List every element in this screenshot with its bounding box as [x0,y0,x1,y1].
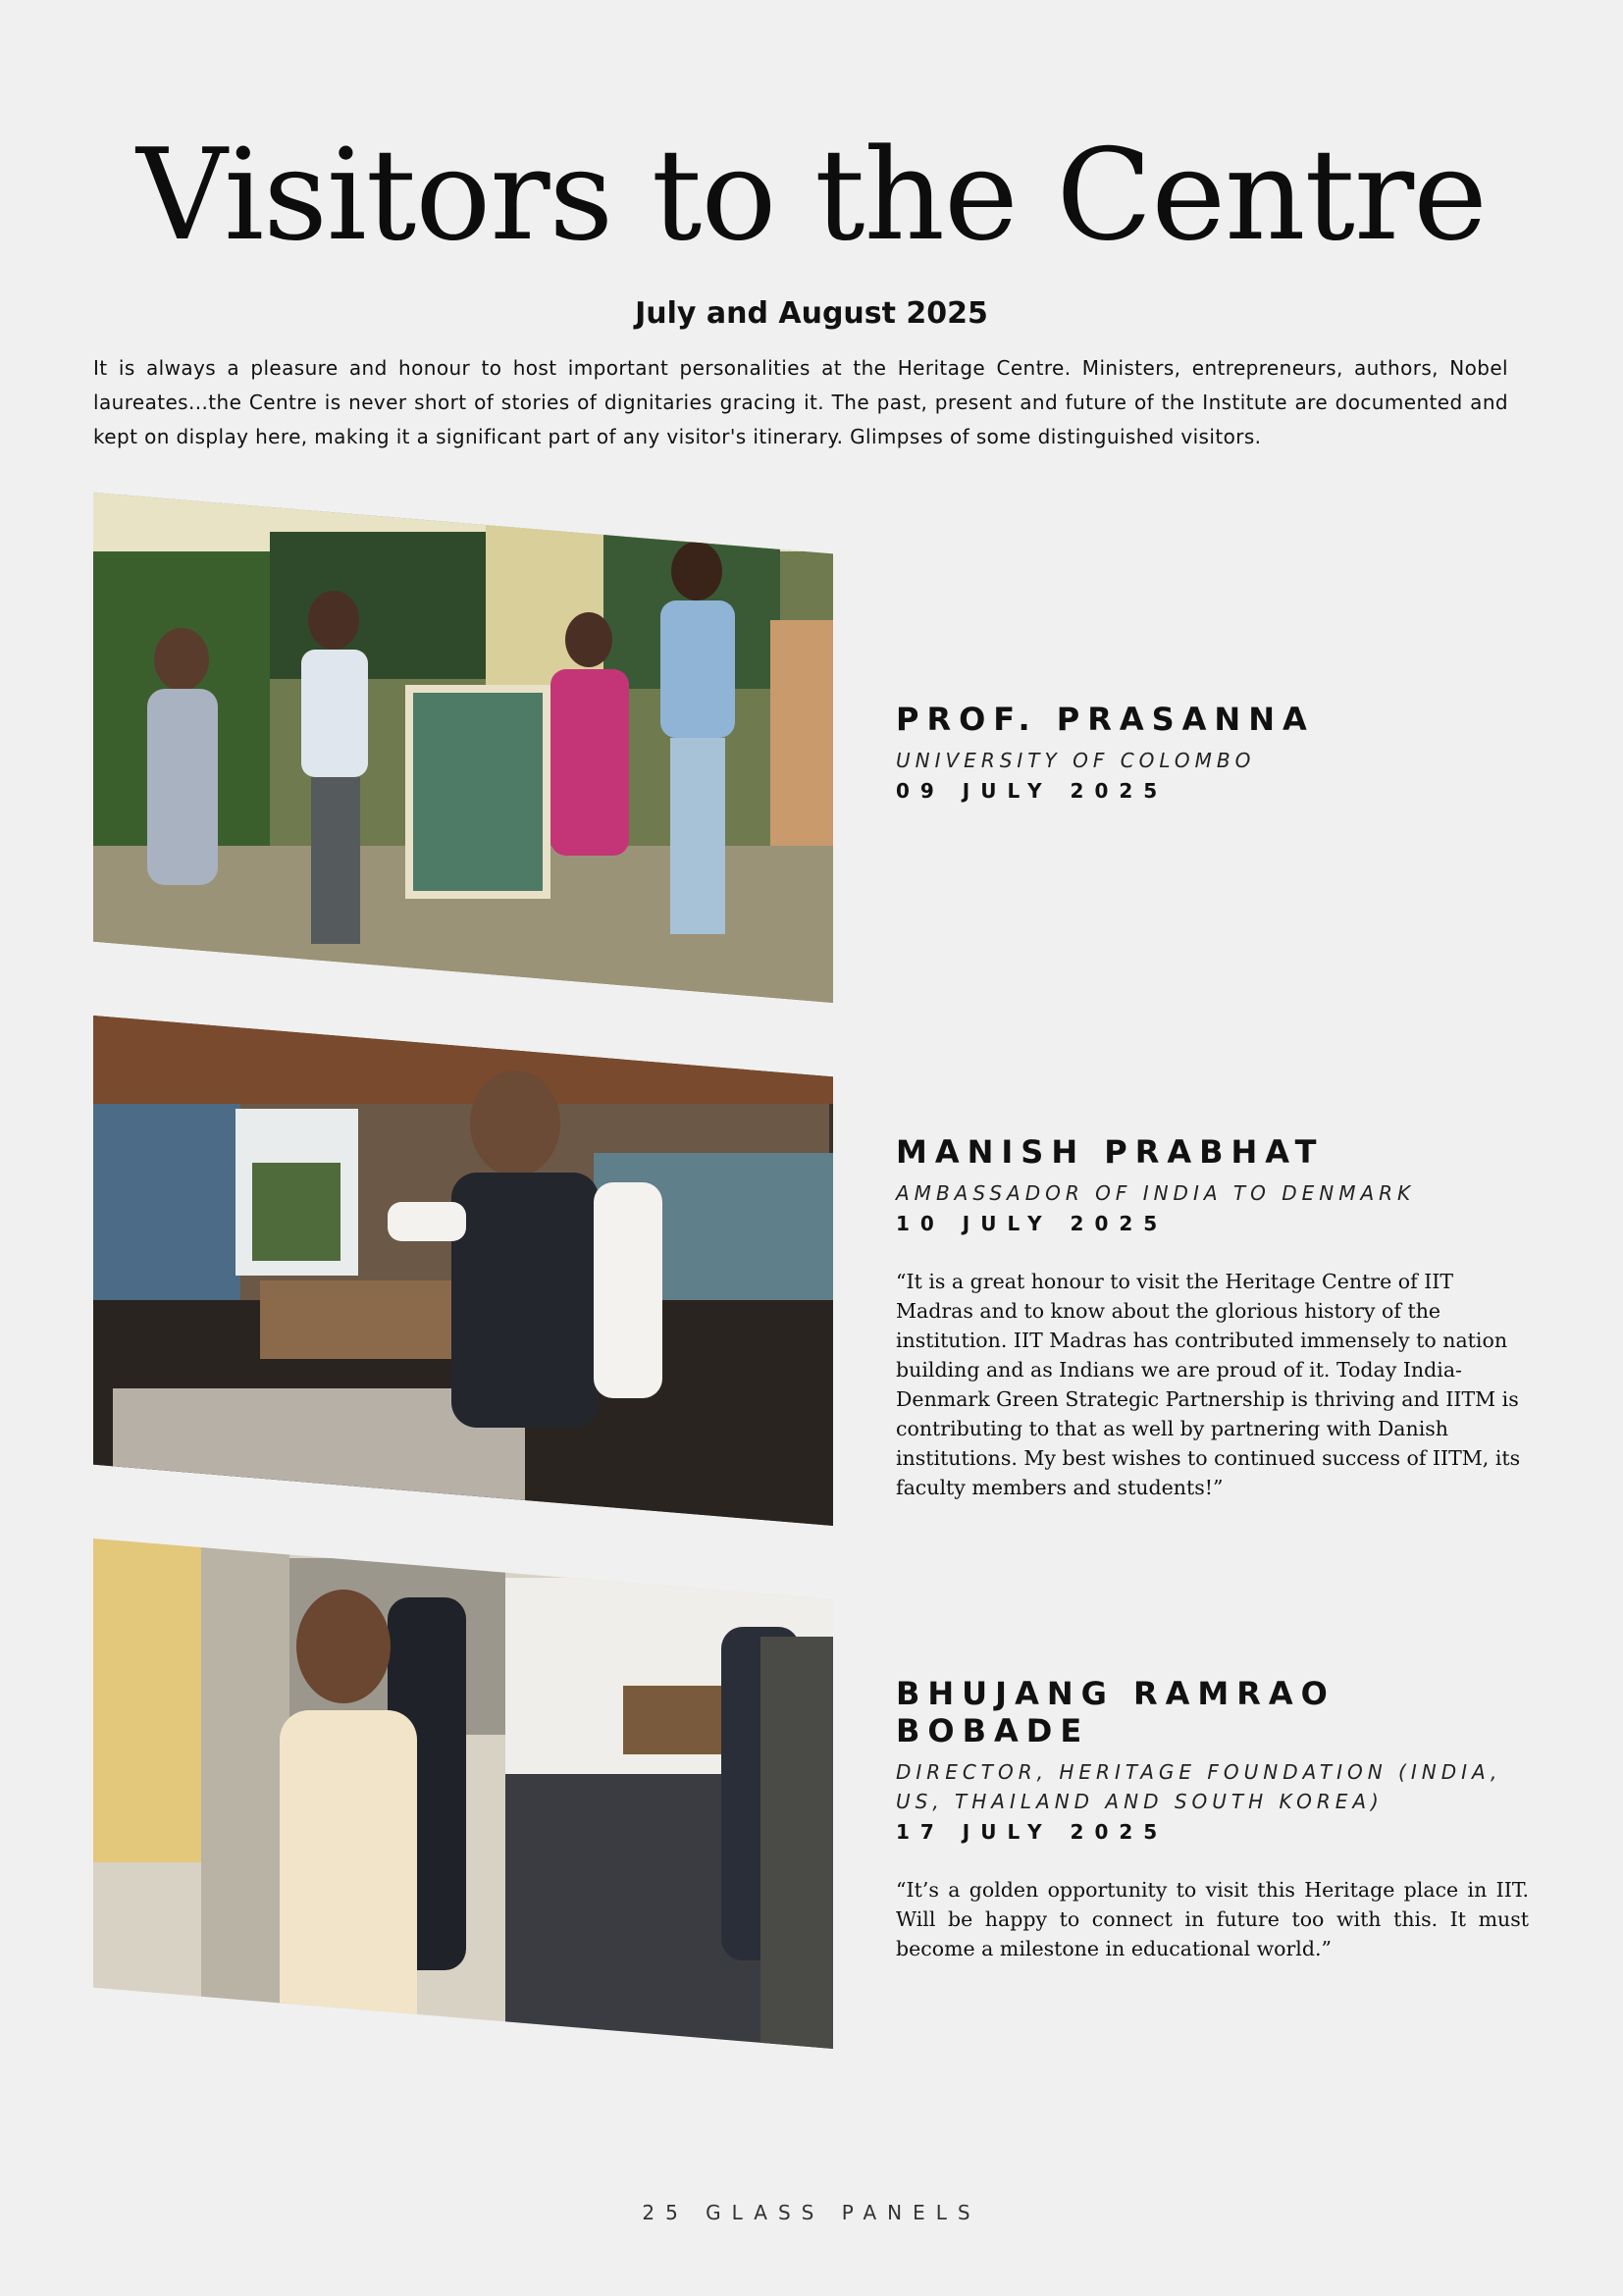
page-subtitle: July and August 2025 [635,296,988,331]
page-footer: 25 GLASS PANELS [642,2201,981,2224]
page-title: Visitors to the Centre [136,123,1487,269]
visitor-photo-prasanna [93,493,833,1003]
visit-date: 17 JULY 2025 [896,1820,1169,1844]
visit-date: 09 JULY 2025 [896,779,1169,803]
visitor-name: MANISH PRABHAT [896,1133,1325,1171]
visitor-card-prasanna [896,701,1529,803]
visitor-role: DIRECTOR, HERITAGE FOUNDATION (INDIA, US, THAILAND AND SOUTH KOREA) [896,1760,1502,1813]
visitor-quote: “It’s a golden opportunity to visit this Heritage place in IIT. Will be happy to connect in future too with this. It must become a milestone in educational world.” [896,1878,1529,1960]
visitor-photo-bhujang-ramrao-bobade [93,1539,833,2049]
visitor-card-bhujang-ramrao-bobade [896,1675,1529,1963]
visit-date: 10 JULY 2025 [896,1212,1169,1235]
visitor-name: PROF. PRASANNA [896,701,1315,738]
visitor-quote: “It is a great honour to visit the Heritage Centre of IIT Madras and to know about the glorious history of the institution. IIT Madras has contributed immensely to nation building and as Indians we are proud of it. Today India-Denmark Green Strategic Partnership is thriving and IITM is contributing to that as well by partnering with Danish institutions. My best wishes to continued success of IITM, its faculty members and students!” [896,1270,1521,1499]
visitor-role: AMBASSADOR OF INDIA TO DENMARK [896,1181,1416,1205]
visitor-photo-manish-prabhat [93,1016,833,1526]
visitor-role: UNIVERSITY OF COLOMBO [896,749,1256,772]
visitor-card-manish-prabhat [896,1133,1529,1502]
intro-paragraph: It is always a pleasure and honour to host important personalities at the Heritage Centre. Ministers, entrepreneurs, authors, Nobel laureates...the Centre is never short of stories of dignitaries gracing it. The past, present and future of the Institute are documented and kept on display here, making it a significant part of any visitor's itinerary. Glimpses of some distinguished visitors. [93,356,1508,448]
visitor-name: BHUJANG RAMRAO BOBADE [896,1675,1335,1749]
